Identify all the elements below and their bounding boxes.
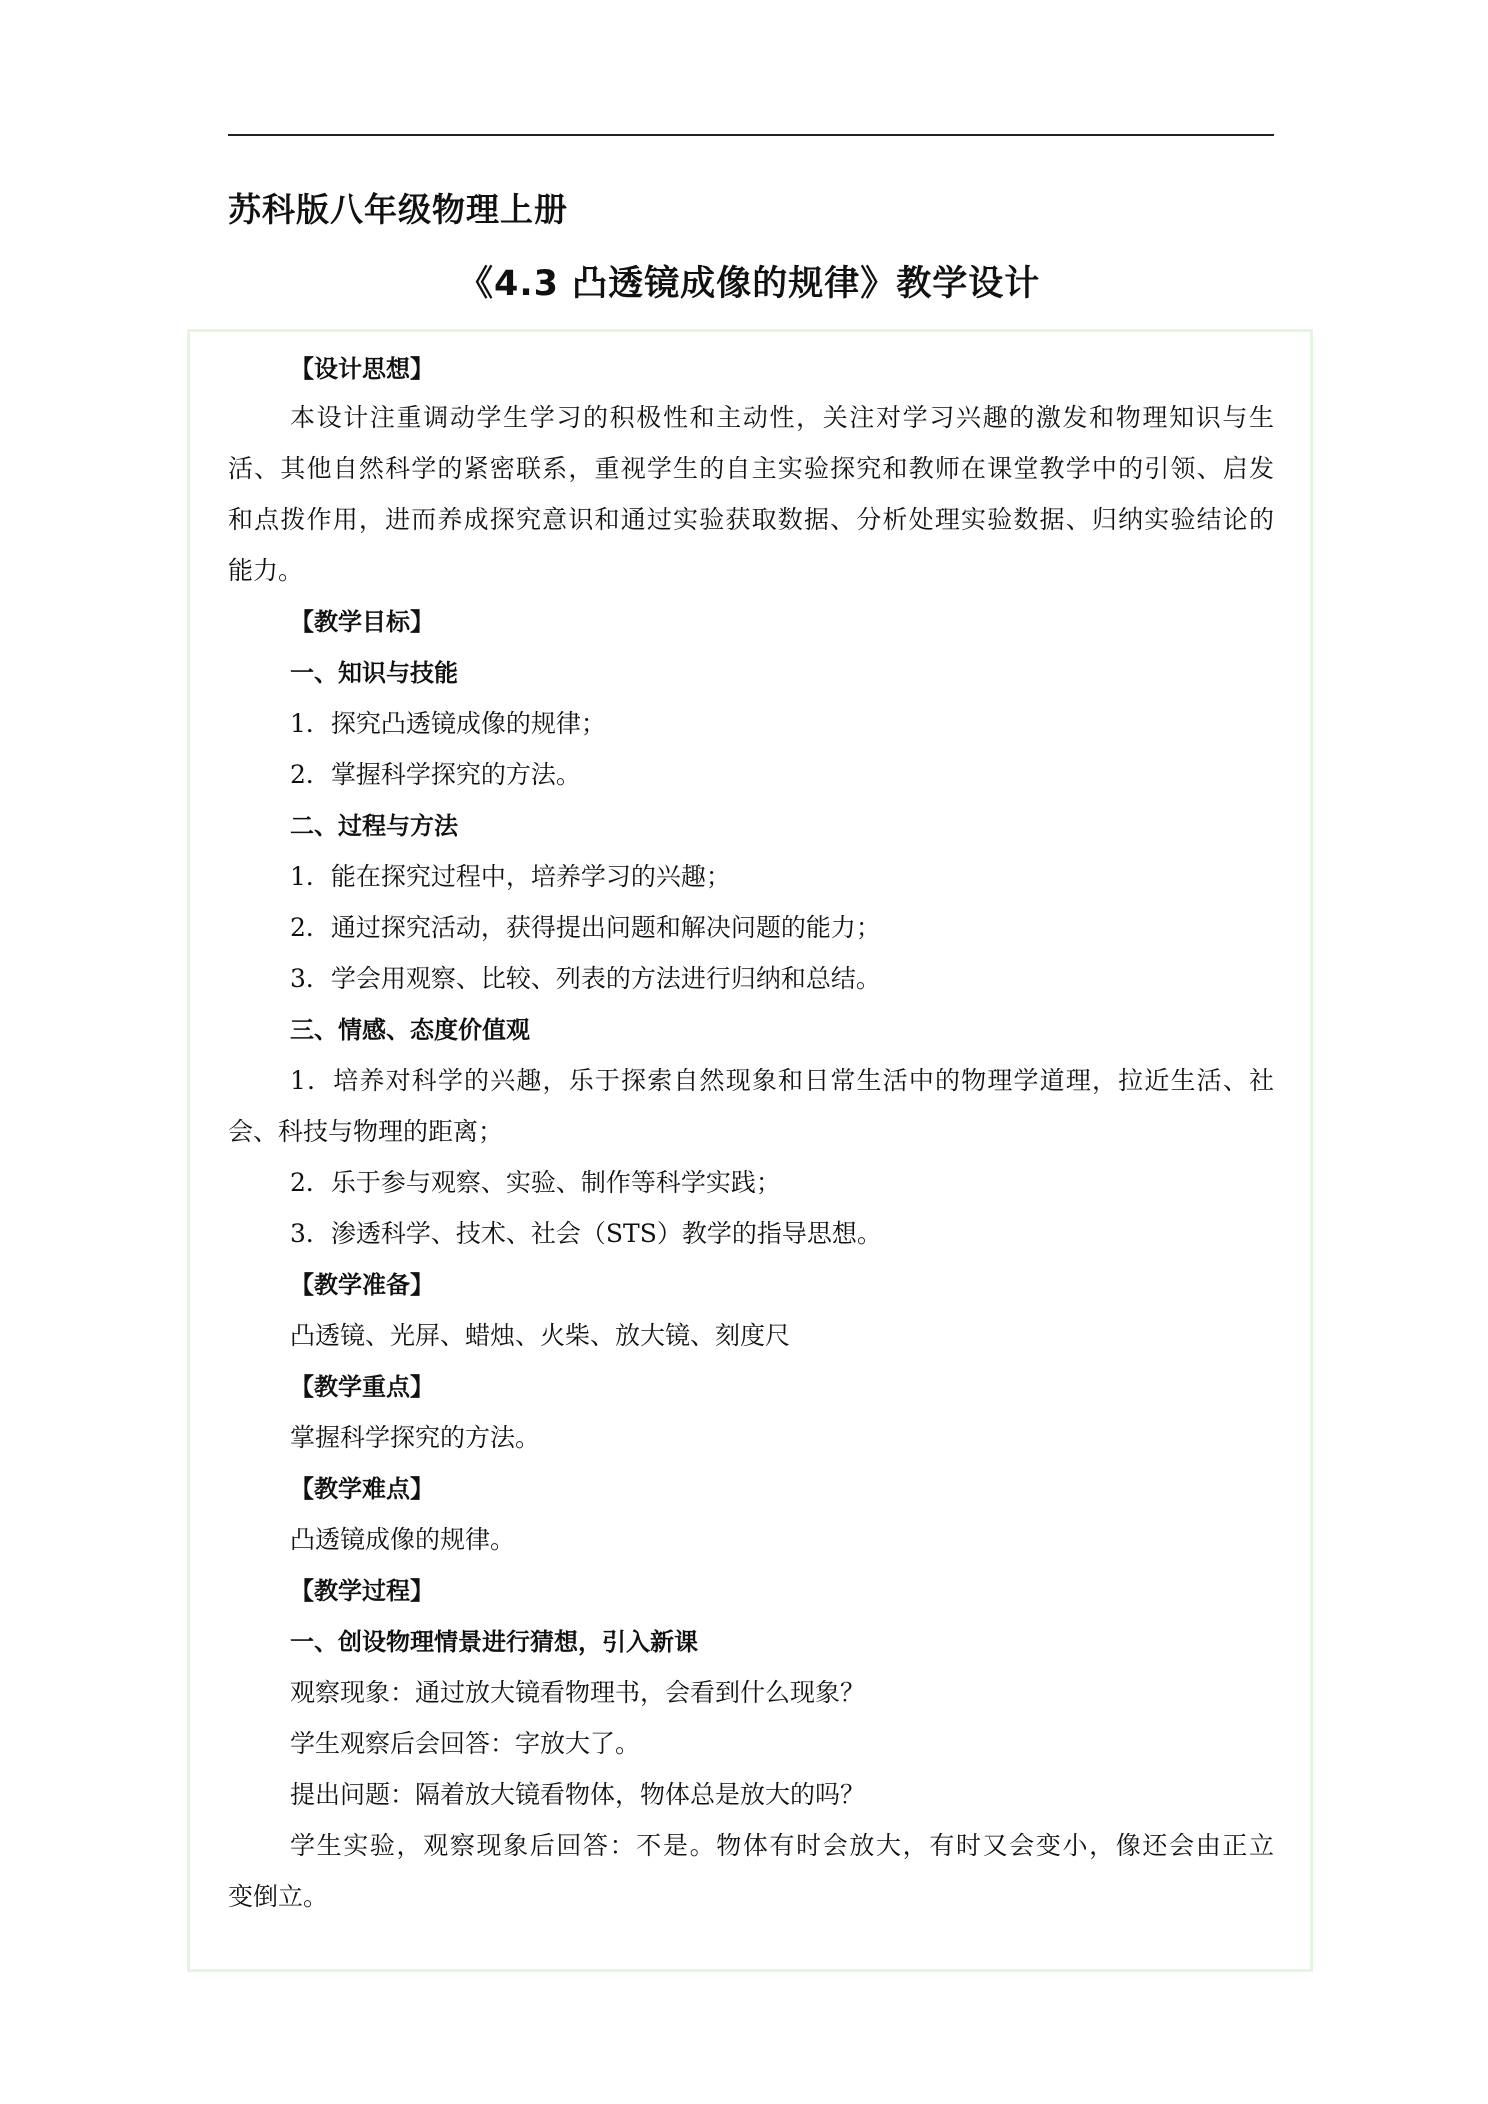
subsection-heading: 三、情感、态度价值观 [290, 1016, 530, 1044]
list-item: 3．渗透科学、技术、社会（STS）教学的指导思想。 [290, 1219, 882, 1248]
paragraph-line: 能力。 [228, 556, 304, 585]
paragraph-line: 凸透镜、光屏、蜡烛、火柴、放大镜、刻度尺 [290, 1321, 791, 1350]
document-subtitle: 《4.3 凸透镜成像的规律》教学设计 [458, 264, 1041, 304]
list-item: 1．能在探究过程中，培养学习的兴趣； [290, 862, 731, 891]
paragraph-line: 变倒立。 [228, 1882, 329, 1911]
section-heading-goals: 【教学目标】 [290, 608, 434, 636]
section-heading-key-point: 【教学重点】 [290, 1373, 434, 1401]
section-heading-process: 【教学过程】 [290, 1577, 434, 1605]
paragraph-line: 学生实验，观察现象后回答：不是。物体有时会放大，有时又会变小，像还会由正立 [290, 1831, 1274, 1860]
paragraph-line: 观察现象：通过放大镜看物理书，会看到什么现象？ [290, 1678, 866, 1707]
list-item: 2．通过探究活动，获得提出问题和解决问题的能力； [290, 913, 881, 942]
subsection-heading: 二、过程与方法 [290, 812, 458, 840]
paragraph-line: 提出问题：隔着放大镜看物体，物体总是放大的吗？ [290, 1780, 866, 1809]
list-item: 1．探究凸透镜成像的规律； [290, 709, 606, 738]
paragraph-line: 本设计注重调动学生学习的积极性和主动性，关注对学习兴趣的激发和物理知识与生 [290, 403, 1274, 432]
paragraph-line: 掌握科学探究的方法。 [290, 1423, 541, 1452]
paragraph-line: 和点拨作用，进而养成探究意识和通过实验获取数据、分析处理实验数据、归纳实验结论的 [228, 505, 1274, 534]
section-heading-difficulty: 【教学难点】 [290, 1475, 434, 1503]
paragraph-line: 学生观察后会回答：字放大了。 [290, 1729, 641, 1758]
list-item-continuation: 会、科技与物理的距离； [228, 1117, 504, 1146]
section-heading-preparation: 【教学准备】 [290, 1271, 434, 1299]
header-rule [228, 134, 1274, 136]
subsection-heading: 一、创设物理情景进行猜想，引入新课 [290, 1628, 698, 1656]
content-frame [187, 329, 1313, 1972]
document-title: 苏科版八年级物理上册 [228, 190, 568, 229]
list-item: 1．培养对科学的兴趣，乐于探索自然现象和日常生活中的物理学道理，拉近生活、社 [290, 1066, 1274, 1095]
section-heading-design-idea: 【设计思想】 [290, 355, 434, 383]
subsection-heading: 一、知识与技能 [290, 659, 458, 687]
paragraph-line: 活、其他自然科学的紧密联系，重视学生的自主实验探究和教师在课堂教学中的引领、启发 [228, 454, 1274, 483]
list-item: 3．学会用观察、比较、列表的方法进行归纳和总结。 [290, 964, 881, 993]
paragraph-line: 凸透镜成像的规律。 [290, 1525, 516, 1554]
list-item: 2．乐于参与观察、实验、制作等科学实践； [290, 1168, 781, 1197]
list-item: 2．掌握科学探究的方法。 [290, 760, 581, 789]
